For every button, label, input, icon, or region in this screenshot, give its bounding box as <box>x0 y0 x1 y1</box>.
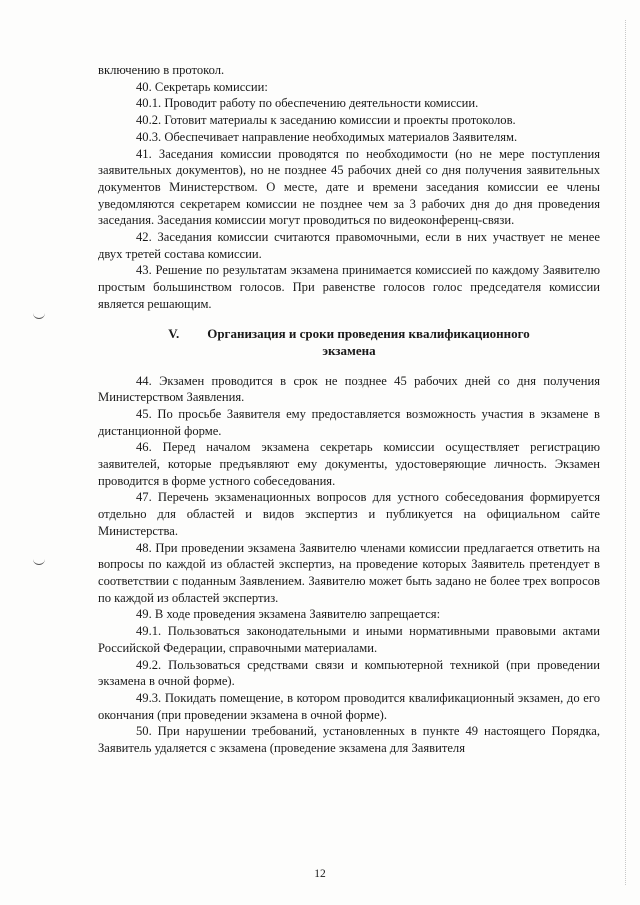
page-edge-line <box>625 20 626 885</box>
paragraph: 40.3. Обеспечивает направление необходимых материалов Заявителям. <box>136 129 518 144</box>
paragraph: 45. По просьбе Заявителя ему предоставляется возможность участия в экзамене в дистанционной форме. <box>98 406 600 438</box>
paragraph: 46. Перед началом экзамена секретарь комиссии осуществляет регистрацию заявителей, которые предъявляют ему документы, удостоверяющие личность. Экзамен проводится в форме устного собеседования. <box>98 440 600 488</box>
punch-hole-mark <box>33 558 45 565</box>
paragraph: 50. При нарушении требований, установленных в пункте 49 настоящего Порядка, Заявитель удаляется с экзамена (проведение экзамена для Заявителя <box>98 724 600 756</box>
paragraph: 49.2. Пользоваться средствами связи и компьютерной техникой (при проведении экзамена в очной форме). <box>98 657 600 689</box>
section-number: V. <box>168 325 180 341</box>
paragraph: 40.2. Готовит материалы к заседанию комиссии и проекты протоколов. <box>136 113 516 128</box>
paragraph: 42. Заседания комиссии считаются правомочными, если в них участвует не менее двух третей состава комиссии. <box>98 230 600 261</box>
paragraph-group-top <box>98 62 600 313</box>
paragraph: 41. Заседания комиссии проводятся по необходимости (но не мере поступления заявительных документов), но не позднее 45 рабочих дней со дня получения заявительных документов Министерством. О месте, дате и времени заседания комиссии ее члены уведомляются секретарем комиссии не позднее чем за 3 рабочих дня до дня проведения заседания. Заседания комиссии могут проводиться по видеоконференц-связи. <box>98 146 600 228</box>
paragraph: 48. При проведении экзамена Заявителю членами комиссии предлагается ответить на вопросы по каждой из областей экспертиз, на проведение которых Заявитель претендует в соответствии с поданным Заявлением. Заявителю может быть задано не более трех вопросов по каждой из областей экспертиз. <box>98 540 600 605</box>
paragraph: 40. Секретарь комиссии: <box>136 79 268 94</box>
paragraph: 49.3. Покидать помещение, в котором проводится квалификационный экзамен, до его окончания (при проведении экзамена в очной форме). <box>98 690 600 722</box>
paragraph: 40.1. Проводит работу по обеспечению деятельности комиссии. <box>136 96 479 111</box>
section-heading <box>98 325 600 359</box>
paragraph-group-bottom <box>98 373 600 757</box>
section-title-line-1: Организация и сроки проведения квалификационного <box>207 325 530 341</box>
section-title-line-2: экзамена <box>322 342 376 358</box>
paragraph: 47. Перечень экзаменационных вопросов для устного собеседования формируется отдельно для областей и видов экспертиз и публикуется на официальном сайте Министерства. <box>98 490 600 538</box>
paragraph: 49. В ходе проведения экзамена Заявителю запрещается: <box>136 607 441 622</box>
document-body <box>98 62 600 757</box>
paragraph: включению в протокол. <box>98 63 225 77</box>
paragraph: 44. Экзамен проводится в срок не позднее 45 рабочих дней со дня получения Министерством Заявления. <box>98 373 600 405</box>
punch-hole-mark <box>33 312 45 319</box>
page-number: 12 <box>314 868 326 880</box>
paragraph: 49.1. Пользоваться законодательными и иными нормативными правовыми актами Российской Федерации, справочными материалами. <box>98 624 600 655</box>
paragraph: 43. Решение по результатам экзамена принимается комиссией по каждому Заявителю простым большинством голосов. При равенстве голосов голос председателя комиссии является решающим. <box>98 263 600 311</box>
